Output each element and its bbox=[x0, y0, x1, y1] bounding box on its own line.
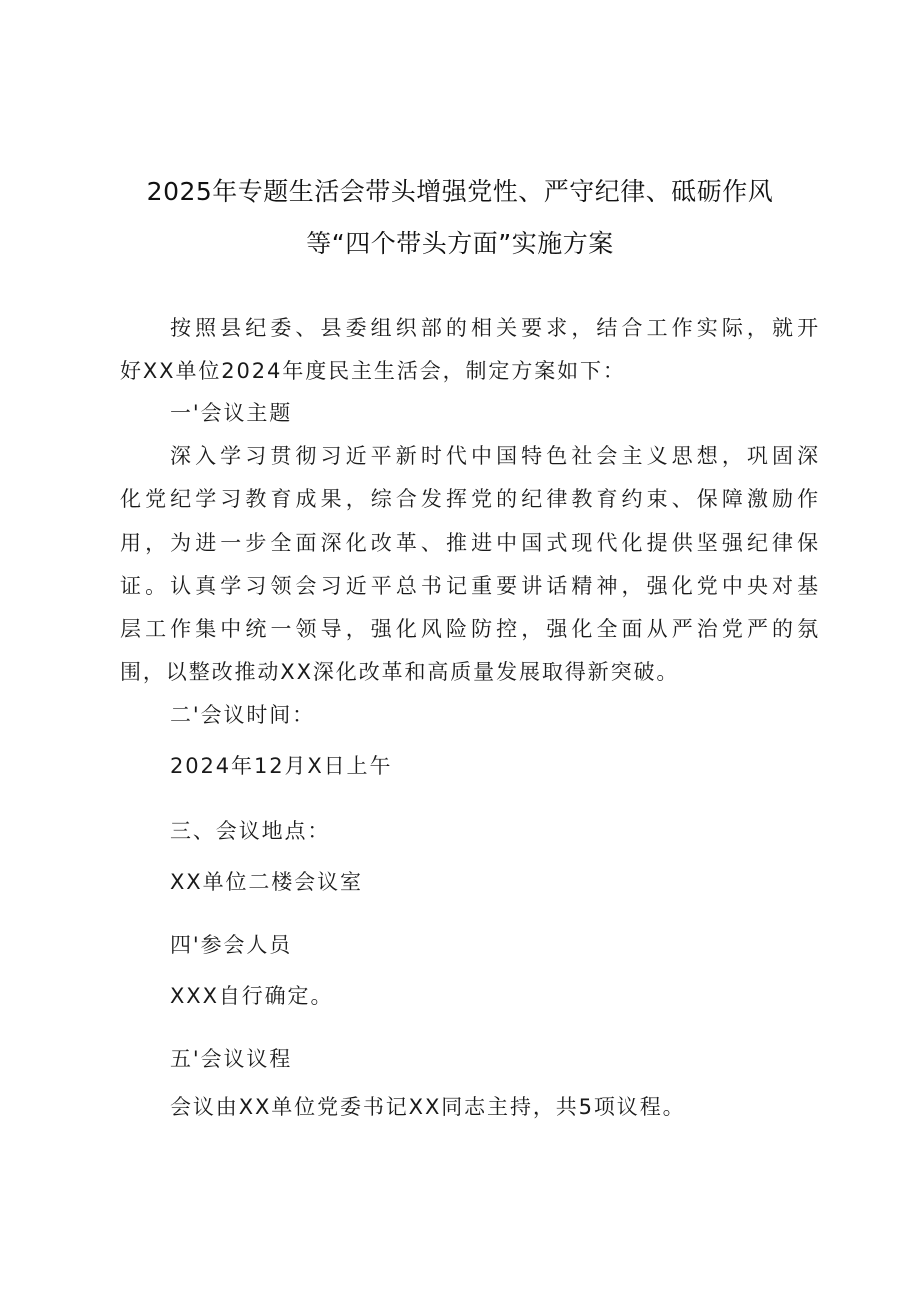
section-2-heading: 二'会议时间： bbox=[170, 703, 316, 727]
section-5-body: 会议由XX单位党委书记XX同志主持，共5项议程。 bbox=[170, 1095, 686, 1119]
section-1-body-line-5: 层工作集中统一领导，强化风险防控，强化全面从严治党严的氛 bbox=[120, 617, 820, 641]
section-1-body-line-2: 化党纪学习教育成果，综合发挥党的纪律教育约束、保障激励作 bbox=[120, 487, 820, 511]
section-3-heading: 三、会议地点： bbox=[170, 819, 331, 843]
section-3-body: XX单位二楼会议室 bbox=[170, 870, 363, 894]
section-1-body-line-6: 围，以整改推动XX深化改革和高质量发展取得新突破。 bbox=[120, 660, 680, 684]
document-title-line-2: 等“四个带头方面”实施方案 bbox=[306, 229, 614, 258]
section-4-body: XXX自行确定。 bbox=[170, 984, 334, 1008]
document-title-line-1: 2025年专题生活会带头增强党性、严守纪律、砥砺作风 bbox=[146, 177, 774, 206]
section-2-body: 2024年12月X日上午 bbox=[170, 754, 393, 778]
section-1-body-line-1: 深入学习贯彻习近平新时代中国特色社会主义思想，巩固深 bbox=[170, 444, 820, 468]
intro-paragraph-line-1: 按照县纪委、县委组织部的相关要求，结合工作实际，就开 bbox=[170, 316, 820, 340]
section-5-heading: 五'会议议程 bbox=[170, 1047, 293, 1071]
section-1-body-line-3: 用，为进一步全面深化改革、推进中国式现代化提供坚强纪律保 bbox=[120, 531, 820, 555]
section-4-heading: 四'参会人员 bbox=[170, 933, 293, 957]
intro-paragraph-line-2: 好XX单位2024年度民主生活会，制定方案如下： bbox=[120, 359, 626, 383]
section-1-heading: 一'会议主题 bbox=[170, 401, 293, 425]
section-1-body-line-4: 证。认真学习领会习近平总书记重要讲话精神，强化党中央对基 bbox=[120, 574, 820, 598]
